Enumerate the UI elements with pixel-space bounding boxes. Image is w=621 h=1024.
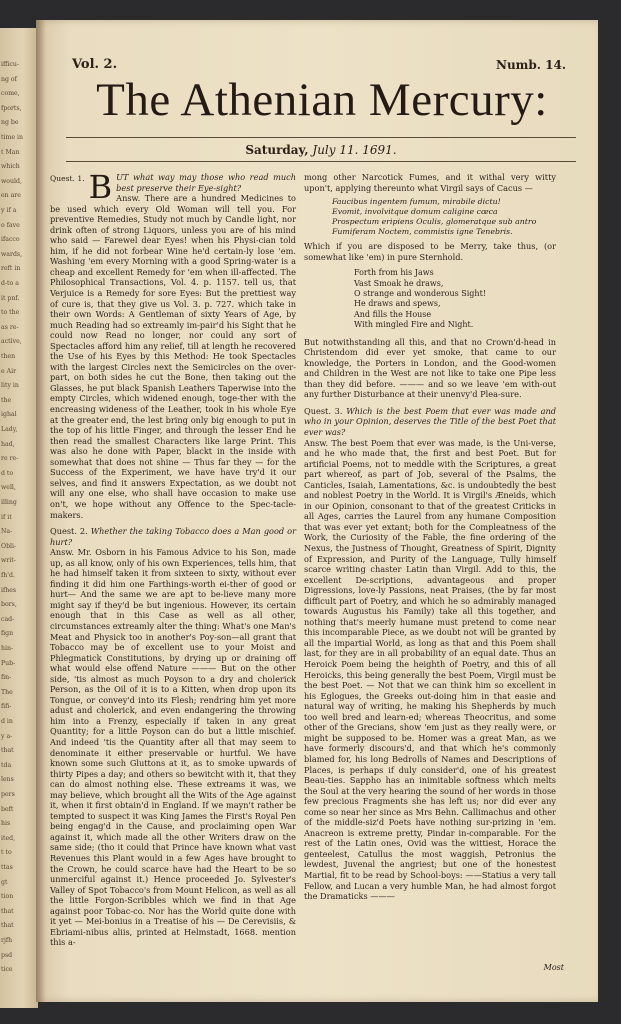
- dateline: [66, 143, 576, 157]
- latin-verse-line: Faucibus ingentem fumum, mirabile dictu!: [332, 197, 501, 207]
- previous-page-fragment: psd: [1, 951, 13, 959]
- previous-page-fragment: as re-: [1, 323, 19, 331]
- question-1-text: UT what way may those who read much best preserve their Eye-sight?: [116, 172, 296, 193]
- previous-page-fragment: d in: [1, 718, 13, 725]
- previous-page-fragment: which: [1, 163, 20, 171]
- previous-page-fragment: ifhes: [1, 586, 17, 594]
- masthead-title: The Athenian Mercury:: [96, 74, 548, 126]
- previous-page-fragment: fh'd.: [1, 572, 15, 579]
- previous-page-fragment: it pnf.: [1, 294, 20, 302]
- previous-page-fragment: en are: [1, 192, 21, 200]
- latin-verse-line: Evomit, involvitque domum caligine cœca: [332, 207, 498, 217]
- previous-page-fragment: cad-: [1, 615, 15, 623]
- volume-label: Vol. 2.: [72, 57, 118, 72]
- previous-page-fragment: active,: [1, 338, 22, 346]
- question-2-label: Quest. 2.: [50, 526, 88, 537]
- answer-3: Answ. The best Poem that ever was made, is the Uni-verse, and he who made that, the first and best Poet. But for artificial Poems, not to meddle with the Scriptures, a great part whereof, as part of Job, several of the Psalms, the Canticles, Isaiah, Lamentations, &c. is undoubtedly the best and noblest Poetry in the World. It is Virgil's Æneids, which in our Opinion, consonant to that of the greatest Criticks in all Ages, carries the Laurel from any humane Composition that was ever yet extant; both for the Compleatness of the Work, the Curiosity of the Fable, the fine ordering of the Nexus, the Justness of Thought, Greatness of Spirit, Dignity of Expression, and Purity of the Language, Tully himself scarce writing chaster Latin than Virgil. Add to this, the excellent De-scriptions, advantageous and proper Digressions, love-ly Passions, neat Praises, (the by far most difficult part of Poetry, and which he so admirably managed towards Augustus his Family) take all this together, and nothing that's meerly humane must pretend to come near this incomparable Piece, as we doubt not will be granted by all the impartial World, as long as that and this Poem shall last, for they are in all probability of an equal date. Thus an Heroick Poem being the heighth of Poetry, and this of all Heroicks, this being generally the best Poem, Virgil must be the best Poet. — Not that we can think him so excellent in his Eglogues, the Greeks out-doing him in that easie and natural way of writing, he making his Shepherds by much too well bred and learn-ed; whereas Theocritus, and some other of the Grecians, show 'em just as they really were, or might be supposed to be. Homer was a great Man, as we have formerly discours'd, and that which he's commonly blamed for, his long Bedrolls of Names and Descriptions of Places, is perhaps if duly consider'd, one of his greatest Beau-ties. Sappho has an inimitable softness which melts the Soul at the very hearing the sound of her words in those few precious Fragments she has left us; nor did ever any come so near her since as Mrs Behn. Callimachus and other of the middle-siz'd Poets have nothing sur-prizing in 'em. Anacreon is extreme pretty, Pindar in-comparable. For the rest of the Latin ones, Ovid was the wittiest, Horace the genteelest, Catullus the most waggish, Petronius the lewdest, Juvenal the angriest; but one of the honestest Martial, fit to be read by School-boys: ——Statius a very tall Fellow, and Lucan a very humble Man, he had almost forgot the Dramaticks ———: [304, 437, 556, 902]
- previous-page-fragment: beft: [1, 805, 14, 813]
- tobacco-conclusion: But notwithstanding all this, and that no Crown'd-head in Christendom did ever yet smoke, that came to our knowledge, the Porters in London, and the Good-women and Children in the West are not like to take one Pipe less than they did before. ——— and so we leave 'em with-out any further Disturbance at their unenvy'd Plea-sure.: [304, 336, 556, 400]
- question-3: [304, 406, 556, 438]
- masthead-rule-top: [66, 137, 576, 138]
- previous-page-fragment: Na-: [1, 528, 13, 536]
- question-3-label: Quest. 3.: [304, 405, 343, 416]
- previous-page-fragment: rjfh: [1, 937, 13, 944]
- previous-page-fragment: d to: [1, 469, 14, 477]
- latin-verse: [332, 197, 556, 237]
- catchword: Most: [543, 963, 564, 972]
- previous-page-fragment: ifacco: [1, 236, 20, 244]
- previous-page-fragment: writ-: [1, 557, 16, 565]
- previous-page-fragment: e Air: [1, 367, 17, 375]
- previous-page-fragment: ttas: [1, 864, 13, 871]
- previous-page-fragment: to the: [1, 309, 20, 317]
- masthead-rule-bottom: [66, 161, 576, 162]
- previous-page-fragment: would,: [1, 177, 22, 185]
- previous-page-fragment: time in: [1, 134, 23, 141]
- drop-cap: B: [88, 168, 113, 206]
- previous-page-fragment: that: [1, 922, 14, 930]
- previous-page-fragment: fifi-: [1, 703, 12, 711]
- previous-page-fragment: the: [1, 396, 12, 404]
- issue-number: Numb. 14.: [495, 58, 566, 72]
- previous-page-fragment: fports,: [1, 104, 22, 112]
- page-gutter-shadow: [36, 20, 46, 1002]
- latin-verse-line: Fumiferam Noctem, commistis igne Tenebris.: [332, 227, 513, 237]
- previous-page-fragment: y if a: [1, 207, 17, 214]
- continuation-paragraph: mong other Narcotick Fumes, and it withal very witty upon't, applying thereunto what Virgil says of Cacus —: [304, 172, 556, 193]
- previous-page-fragment: reft in: [1, 265, 21, 273]
- latin-verse-line: Prospectum eripiens Oculis, glomeratque sub antro: [332, 217, 537, 227]
- previous-page-fragment: then: [1, 353, 16, 360]
- previous-page-fragment: lens: [1, 776, 14, 784]
- previous-page-fragment: t to: [1, 849, 12, 857]
- previous-page-fragment: ng of: [1, 75, 17, 83]
- previous-page-fragment: his: [1, 820, 11, 828]
- answer-2: Answ. Mr. Osborn in his Famous Advice to his Son, made up, as all know, only of his own Experiences, tells him, that he had himself taken it from sixteen to sixty, without ever finding it did him one Farthings-worth ei-ther of good or hurt— And the same we are apt to be-lieve many more might say if they'd be but ingenious. However, its certain enough that in this Case as well as all other, circumstances extreamly alter the thing: What's one Man's Meat and Physick too in another's Poy-son—all grant that Tobacco may be of excellent use to your Moist and Phlegmatick Constitutions, by drying up or draining off what would else offend Nature ——— But on the other side, 'tis almost as much Poyson to a dry and cholerick Person, as the Oil of it is to a Kitten, when drop upon its Tongue, or convey'd into its Flesh; rendring him yet more adust and cholerick, and even endangering the throwing him into a Frenzy, especially if taken in any great Quantity; for a little Poyson can do but a little mischief. And indeed 'tis the Quantity after all that may seem to denominate it either preservable or hurtful. We have known some such Gluttons at it, as to smoke upwards of thirty Pipes a day; and others so bewitcht with it, that they can do almost nothing else. These extreams it was, we may believe, which brought all the Wits of the Age against it, when it first obtain'd in England. If we mayn't rather be tempted to suspect it was King James the First's Royal Pen being engag'd in the Cause, and proclaiming open War against it, which made all the other Writers draw on the same side; (tho it could that Prince have known what vast Revenues this Plant would in a few Ages have brought to the Crown, he could scarce have had the Heart to be so unmerciful against it.) Hence proceeded Jo. Sylvester's Valley of Spot Tobacco's from Mount Helicon, as well as all the little Forgon-Scribbles which we find in that Age against poor Tobac-co. Nor has the World quite done with it yet — Mei-bonius in a Treatise of his — De Cerevisiis, & Ebriami-nibus aliis, printed at Helmstadt, 1668. mention this a-: [50, 547, 296, 948]
- english-verse-line: Forth from his Jaws: [354, 268, 434, 278]
- english-verse: [354, 268, 556, 330]
- english-verse-line: Vast Smoak he draws,: [354, 278, 444, 288]
- question-2-text: Whether the taking Tobacco does a Man good or hurt?: [50, 526, 296, 547]
- previous-page-fragment: lity in: [1, 382, 19, 390]
- previous-page-fragment: Lady,: [1, 426, 18, 433]
- previous-page-fragment: tion: [1, 893, 14, 901]
- question-2: [50, 526, 296, 547]
- previous-page-fragment: The: [1, 688, 13, 696]
- previous-page-fragment: y a-: [1, 732, 13, 740]
- previous-page-fragment: that: [1, 907, 14, 915]
- previous-page-fragment: ited,: [1, 834, 16, 842]
- previous-page-fragment: Obli-: [1, 542, 17, 550]
- previous-page-fragment: come,: [1, 90, 20, 98]
- question-1-label: Quest. 1.: [50, 174, 85, 183]
- english-verse-line: O strange and wonderous Sight!: [354, 289, 487, 298]
- english-verse-line: He draws and spews,: [354, 299, 441, 309]
- previous-page-fragment: fin-: [1, 674, 12, 682]
- previous-page-fragment: ighal: [1, 411, 17, 419]
- previous-page-fragment: o fave: [1, 221, 20, 229]
- previous-page-fragment: hin-: [1, 645, 14, 652]
- answer-1: Answ. There are a hundred Medicines to be used which every Old Woman will tell you. For preventive Remedies, Study not much by Candle light, nor drink often of strong Liquors, unless you are of his mind who said — Farewel dear Eyes! when his Physi-cian told him, if he did not forbear Wine he'd certain-ly lose 'em. Washing 'em every Morning with a good Spring-water is a cheap and excellent Remedy for 'em when ill-affected. The Philosophical Transactions, Vol. 4. p. 1157. tell us, that Verjuice is a Remedy for sore Eyes: But the prettiest way of cure is, that they give us Vol. 3. p. 727. which take in their own Words: A Gentleman of sixty Years of Age, by much Reading had so extreamly im-pair'd his Sight that he could now Read no longer, nor could any sort of Spectacles afford him any relief, till at length he recovered the Use of his Eyes by this Method: He took Spectacles with the largest Circles next the Semicircles on the over-part, on both sides he cut the Bone, then taking out the Glasses, he put black Spanish Leathers Taperwise into the empty Circles, which widened enough, toge-ther with the encreasing wideness of the Leather, took in his whole Eye at the greater end, the lest bring only big enough to put in the top of his little Finger, and through the lesser End he then read the smallest Characters like large Print. This was also he done with Paper, blackt in the inside with somewhat that does not shine — Thus far they — for the Success of the Experiment, we have have try'd it our selves, and find it answers Expectation, as we doubt not will any one else, who shall have occasion to make use on't, we hope without any Offence to the Spec-tacle-makers.: [50, 193, 296, 520]
- english-verse-line: With mingled Fire and Night.: [354, 320, 474, 330]
- right-column: [304, 172, 556, 902]
- previous-page-fragment: well,: [1, 484, 16, 492]
- english-verse-line: And fills the House: [354, 309, 432, 319]
- previous-page-fragment: tice: [1, 966, 13, 974]
- previous-page-fragment: bors,: [1, 601, 17, 609]
- previous-page-fragment: wards,: [1, 250, 23, 258]
- previous-page-fragment: illing: [1, 499, 17, 506]
- question-1: [50, 168, 296, 206]
- previous-page-fragment: had,: [1, 440, 15, 448]
- previous-page-fragment: re re-: [1, 455, 19, 463]
- previous-page-fragment: tda: [1, 761, 12, 769]
- previous-page-fragment: t Man: [1, 148, 20, 156]
- previous-page-fragment: that: [1, 747, 14, 755]
- previous-page-fragment: ng be: [1, 119, 19, 127]
- previous-page-fragment: gt: [1, 878, 8, 886]
- dateline-date: July 11. 1691.: [312, 143, 397, 157]
- question-3-text: Which is the best Poem that ever was made and who in your Opinion, deserves the Title of the best Poet that ever was?: [304, 405, 556, 437]
- dateline-day: Saturday,: [245, 143, 309, 157]
- previous-page-fragment: fign: [1, 630, 14, 638]
- previous-page-fragment: if it: [1, 513, 12, 521]
- previous-page-fragment: d-to a: [1, 280, 19, 287]
- previous-page-fragment: ifficu-: [1, 61, 19, 68]
- newspaper-page: [36, 20, 598, 1002]
- left-column: [50, 168, 296, 948]
- previous-page-fragment: Pub-: [1, 659, 16, 667]
- previous-page-fragment: pers: [1, 791, 15, 798]
- sternhold-intro: Which if you are disposed to be Merry, take thus, (or somewhat like 'em) in pure Sternhold.: [304, 241, 556, 262]
- previous-page-edge: [0, 28, 38, 1008]
